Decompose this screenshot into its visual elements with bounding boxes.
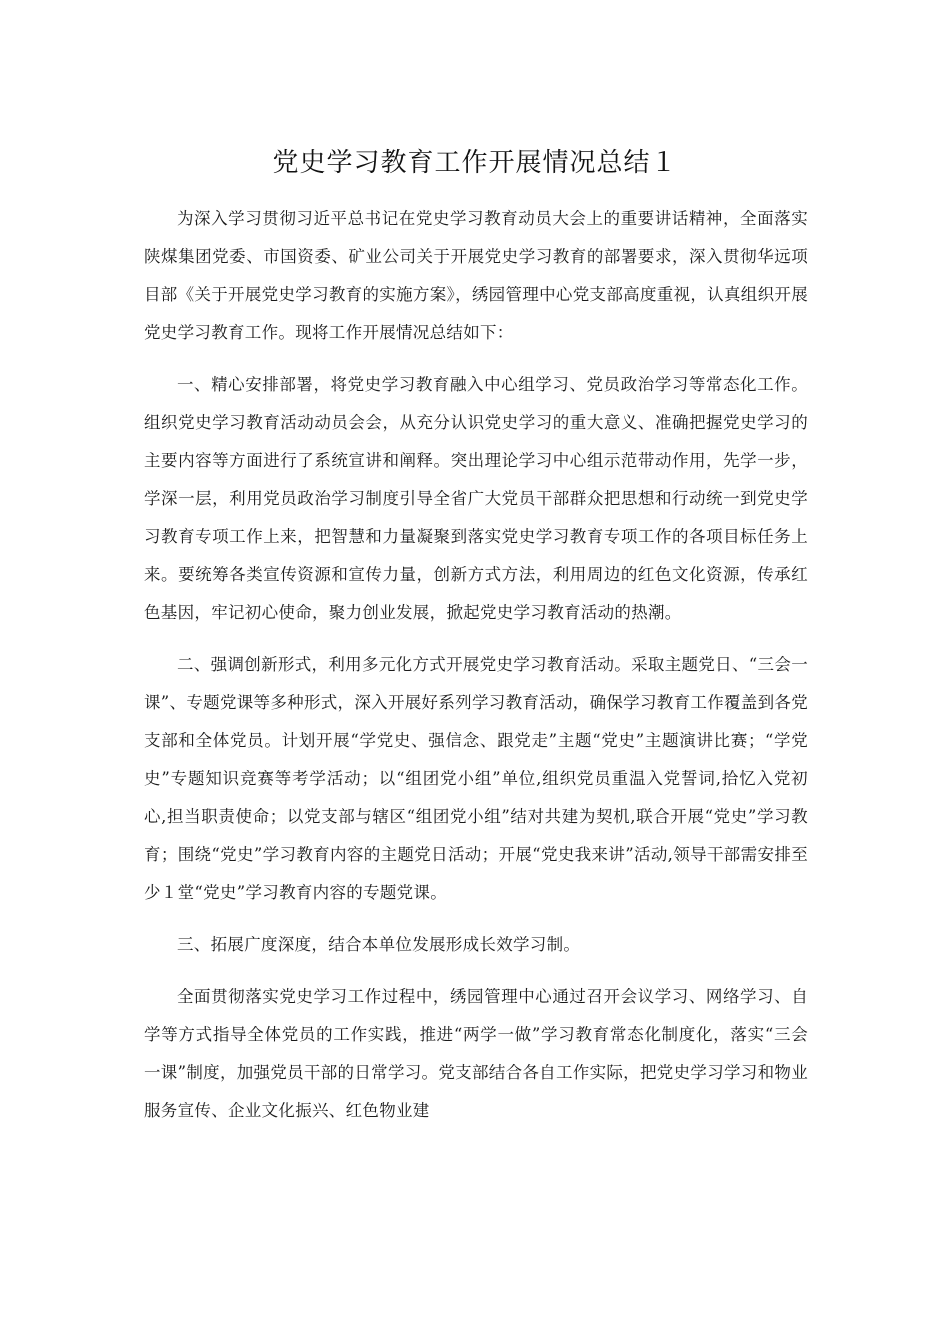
paragraph-intro: 为深入学习贯彻习近平总书记在党史学习教育动员大会上的重要讲话精神，全面落实陕煤集团党委、市国资委、矿业公司关于开展党史学习教育的部署要求，深入贯彻华远项目部《关于开展党史学习教育的实施方案》，绣园管理中心党支部高度重视，认真组织开展党史学习教育工作。现将工作开展情况总结如下： <box>144 209 808 342</box>
paragraph-section-3-body: 全面贯彻落实党史学习工作过程中，绣园管理中心通过召开会议学习、网络学习、自学等方式指导全体党员的工作实践，推进“两学一做”学习教育常态化制度化，落实“三会一课”制度，加强党员干部的日常学习。党支部结合各自工作实际，把党史学习学习和物业服务宣传、企业文化振兴、红色物业建 <box>144 987 808 1120</box>
paragraph-section-3-heading: 三、拓展广度深度，结合本单位发展形成长效学习制。 <box>177 935 581 954</box>
document-body <box>144 200 808 1130</box>
paragraph-section-1: 一、精心安排部署，将党史学习教育融入中心组学习、党员政治学习等常态化工作。组织党史学习教育活动动员会会，从充分认识党史学习的重大意义、准确把握党史学习的主要内容等方面进行了系统宣讲和阐释。突出理论学习中心组示范带动作用，先学一步，学深一层，利用党员政治学习制度引导全省广大党员干部群众把思想和行动统一到党史学习教育专项工作上来，把智慧和力量凝聚到落实党史学习教育专项工作的各项目标任务上来。要统筹各类宣传资源和宣传力量，创新方式方法，利用周边的红色文化资源，传承红色基因，牢记初心使命，聚力创业发展，掀起党史学习教育活动的热潮。 <box>144 375 808 622</box>
paragraph-section-2: 二、强调创新形式，利用多元化方式开展党史学习教育活动。采取主题党日、“三会一课”、专题党课等多种形式，深入开展好系列学习教育活动，确保学习教育工作覆盖到各党支部和全体党员。计划开展“学党史、强信念、跟党走”主题“党史”主题演讲比赛；“学党史”专题知识竞赛等考学活动；以“组团党小组”单位,组织党员重温入党誓词,拾忆入党初心,担当职责使命；以党支部与辖区“组团党小组”结对共建为契机,联合开展“党史”学习教育；围绕“党史”学习教育内容的主题党日活动；开展“党史我来讲”活动,领导干部需安排至少１堂“党史”学习教育内容的专题党课。 <box>144 655 808 902</box>
document-title: 党史学习教育工作开展情况总结１ <box>272 148 678 178</box>
